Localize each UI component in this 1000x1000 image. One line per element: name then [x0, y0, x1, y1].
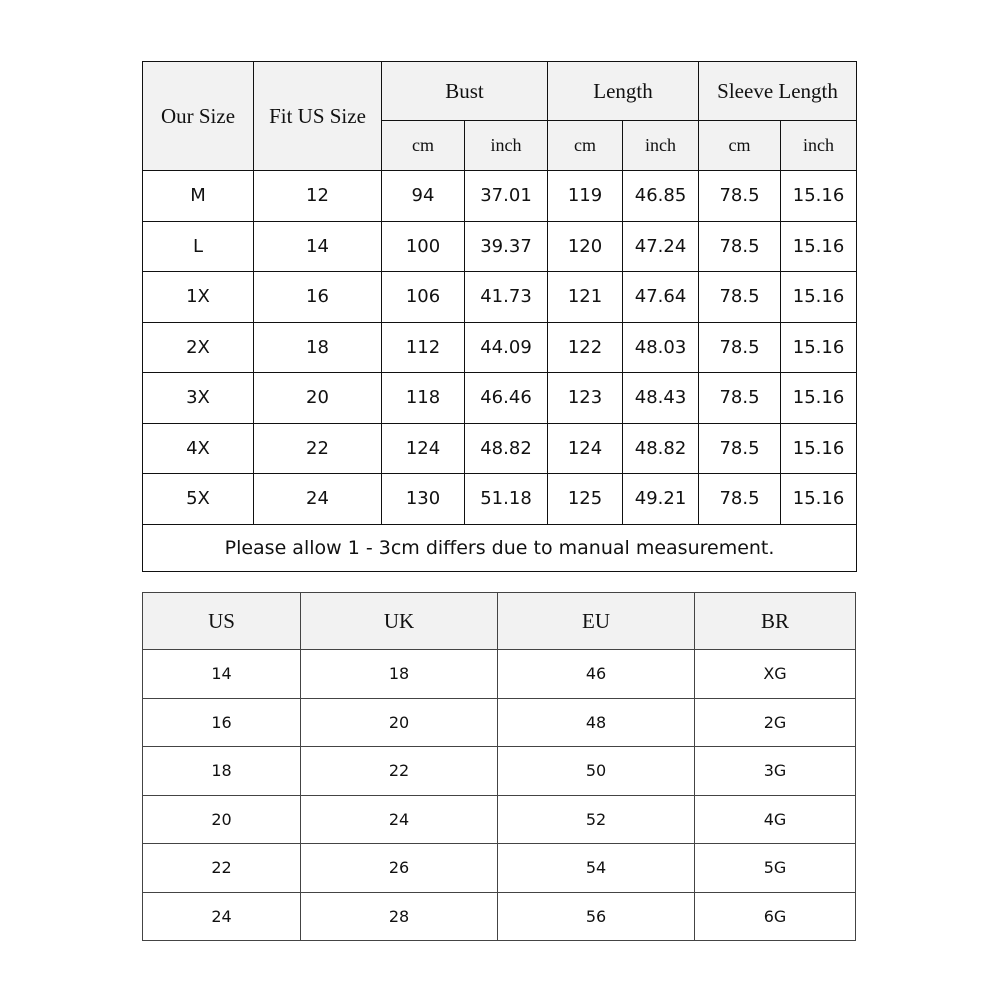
- table-cell: 118: [382, 373, 465, 424]
- table-cell: 100: [382, 221, 465, 272]
- measurement-note: Please allow 1 - 3cm differs due to manual measurement.: [143, 524, 857, 571]
- size-conversion-table: [142, 592, 856, 941]
- table-cell: 130: [382, 474, 465, 525]
- header-eu: EU: [498, 593, 695, 650]
- table-cell: 4X: [143, 423, 254, 474]
- table-row: [143, 221, 857, 272]
- table-row: [143, 698, 856, 747]
- table-cell: 5X: [143, 474, 254, 525]
- table-cell: 20: [254, 373, 382, 424]
- table-cell: 121: [548, 272, 623, 323]
- table-cell: 54: [498, 844, 695, 893]
- table-cell: 12: [254, 171, 382, 222]
- table-cell: 48.03: [623, 322, 699, 373]
- header-sleeve-inch: inch: [781, 121, 857, 171]
- table-cell: 124: [382, 423, 465, 474]
- table-cell: 48: [498, 698, 695, 747]
- table-cell: 2G: [695, 698, 856, 747]
- table-cell: 20: [301, 698, 498, 747]
- header-br: BR: [695, 593, 856, 650]
- table-cell: L: [143, 221, 254, 272]
- header-us: US: [143, 593, 301, 650]
- header-length-inch: inch: [623, 121, 699, 171]
- header-length-cm: cm: [548, 121, 623, 171]
- table-cell: 47.24: [623, 221, 699, 272]
- header-sleeve-length: Sleeve Length: [699, 62, 857, 121]
- table-cell: 15.16: [781, 322, 857, 373]
- table-cell: 49.21: [623, 474, 699, 525]
- table-cell: 1X: [143, 272, 254, 323]
- table-cell: 56: [498, 892, 695, 941]
- table-cell: 15.16: [781, 171, 857, 222]
- table-cell: 78.5: [699, 221, 781, 272]
- table-cell: 94: [382, 171, 465, 222]
- table-row: [143, 171, 857, 222]
- table-cell: 24: [301, 795, 498, 844]
- table-cell: XG: [695, 650, 856, 699]
- table-cell: 15.16: [781, 423, 857, 474]
- table-cell: 46.46: [465, 373, 548, 424]
- table-cell: 122: [548, 322, 623, 373]
- table-cell: 120: [548, 221, 623, 272]
- table-cell: 3G: [695, 747, 856, 796]
- table-cell: 119: [548, 171, 623, 222]
- table-cell: 15.16: [781, 474, 857, 525]
- table-row: [143, 844, 856, 893]
- table-cell: 78.5: [699, 322, 781, 373]
- table-cell: 14: [254, 221, 382, 272]
- table-row: [143, 423, 857, 474]
- header-sleeve-cm: cm: [699, 121, 781, 171]
- header-our-size: Our Size: [143, 62, 254, 171]
- table-cell: M: [143, 171, 254, 222]
- table-cell: 3X: [143, 373, 254, 424]
- table-cell: 15.16: [781, 221, 857, 272]
- table-row: [143, 474, 857, 525]
- table-cell: 124: [548, 423, 623, 474]
- header-bust-cm: cm: [382, 121, 465, 171]
- table-cell: 52: [498, 795, 695, 844]
- table-cell: 125: [548, 474, 623, 525]
- header-bust: Bust: [382, 62, 548, 121]
- table-cell: 18: [143, 747, 301, 796]
- table-cell: 5G: [695, 844, 856, 893]
- table-cell: 44.09: [465, 322, 548, 373]
- header-fit-us-size: Fit US Size: [254, 62, 382, 171]
- table-cell: 24: [254, 474, 382, 525]
- table-cell: 78.5: [699, 272, 781, 323]
- table-cell: 78.5: [699, 474, 781, 525]
- table-cell: 22: [254, 423, 382, 474]
- table-cell: 78.5: [699, 423, 781, 474]
- table-cell: 106: [382, 272, 465, 323]
- table-cell: 2X: [143, 322, 254, 373]
- table-cell: 15.16: [781, 272, 857, 323]
- table-cell: 22: [143, 844, 301, 893]
- header-length: Length: [548, 62, 699, 121]
- table-cell: 46.85: [623, 171, 699, 222]
- table-row: [143, 892, 856, 941]
- table-cell: 4G: [695, 795, 856, 844]
- table-cell: 112: [382, 322, 465, 373]
- table-cell: 39.37: [465, 221, 548, 272]
- table-cell: 51.18: [465, 474, 548, 525]
- table-cell: 22: [301, 747, 498, 796]
- table-row: [143, 650, 856, 699]
- table-cell: 37.01: [465, 171, 548, 222]
- size-measurement-table: [142, 61, 857, 572]
- table-cell: 20: [143, 795, 301, 844]
- table-cell: 18: [254, 322, 382, 373]
- table-row: [143, 373, 857, 424]
- table-row: [143, 747, 856, 796]
- table-cell: 6G: [695, 892, 856, 941]
- table-cell: 48.82: [623, 423, 699, 474]
- table-cell: 18: [301, 650, 498, 699]
- table-cell: 47.64: [623, 272, 699, 323]
- table-cell: 28: [301, 892, 498, 941]
- table-cell: 48.43: [623, 373, 699, 424]
- table-cell: 15.16: [781, 373, 857, 424]
- table-cell: 14: [143, 650, 301, 699]
- table-cell: 16: [143, 698, 301, 747]
- table-cell: 48.82: [465, 423, 548, 474]
- header-uk: UK: [301, 593, 498, 650]
- table-cell: 26: [301, 844, 498, 893]
- table-row: [143, 322, 857, 373]
- table-cell: 123: [548, 373, 623, 424]
- table-cell: 46: [498, 650, 695, 699]
- table-cell: 78.5: [699, 373, 781, 424]
- table-cell: 16: [254, 272, 382, 323]
- table-cell: 50: [498, 747, 695, 796]
- table-row: [143, 795, 856, 844]
- table-cell: 24: [143, 892, 301, 941]
- table-cell: 41.73: [465, 272, 548, 323]
- header-bust-inch: inch: [465, 121, 548, 171]
- table-cell: 78.5: [699, 171, 781, 222]
- table-row: [143, 272, 857, 323]
